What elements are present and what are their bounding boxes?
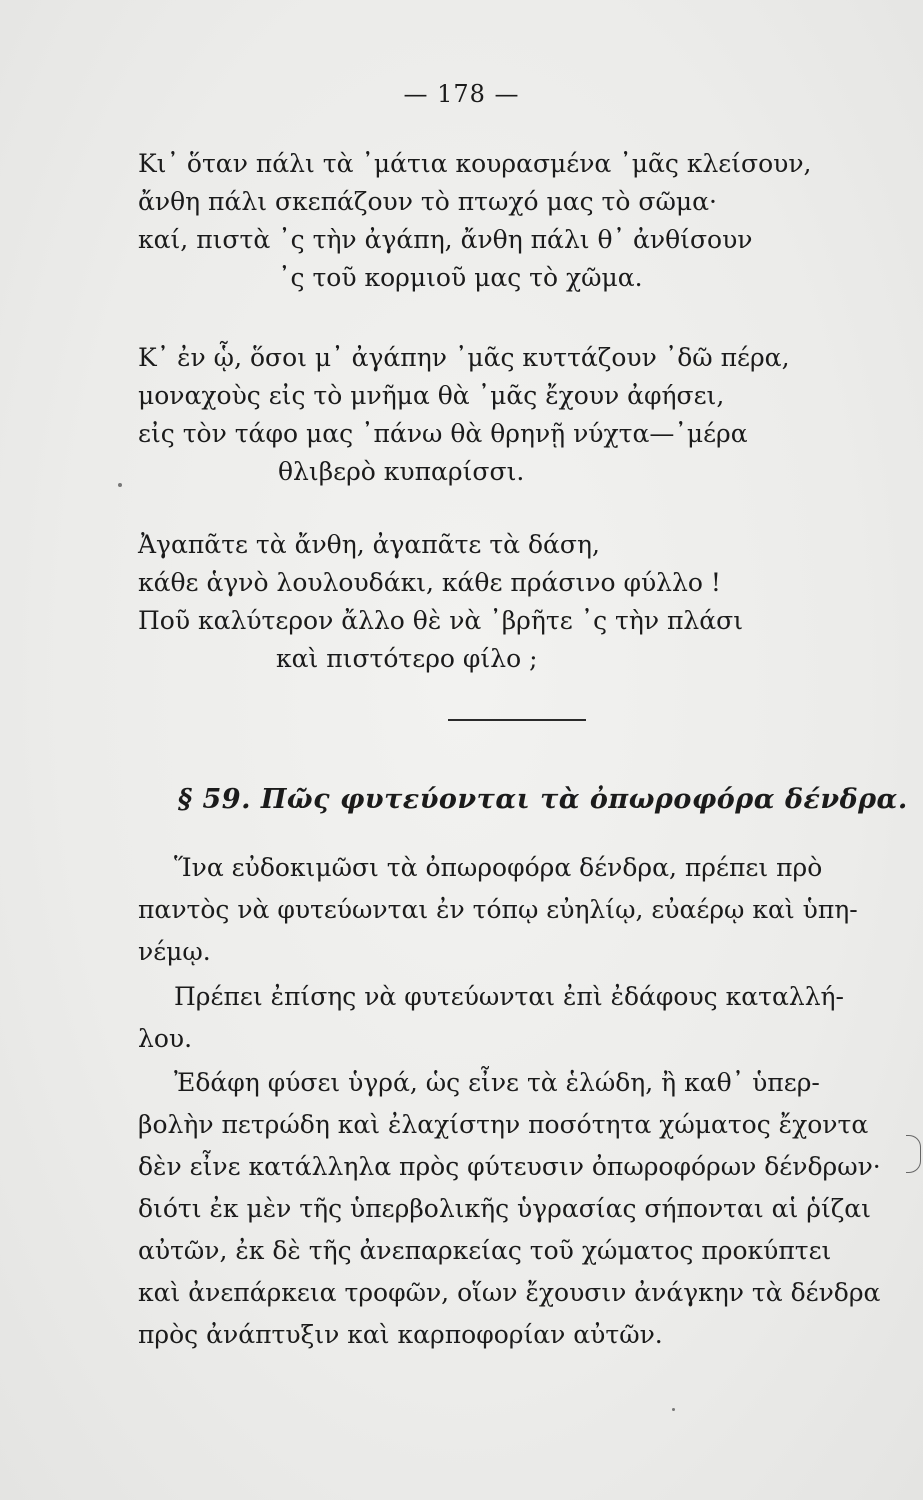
poem-line: ᾽ς τοῦ κορμιοῦ μας τὸ χῶμα.	[278, 263, 643, 292]
margin-mark	[906, 1135, 921, 1173]
poem-line: Ποῦ καλύτερον ἄλλο θὲ νὰ ᾽βρῆτε ᾽ς τὴν πλάσι	[138, 606, 744, 635]
paragraph-line: νέμῳ.	[138, 937, 211, 966]
poem-stanza-1	[138, 145, 858, 297]
ink-speck	[118, 483, 122, 487]
poem-stanza-2	[138, 339, 858, 491]
paragraph-line: δὲν εἶνε κατάλληλα πρὸς φύτευσιν ὀπωροφόρων δένδρων·	[138, 1152, 881, 1181]
section-divider	[448, 719, 586, 721]
paragraph-1	[138, 847, 894, 973]
paragraph-line: λου.	[138, 1024, 193, 1053]
poem-line: μοναχοὺς εἰς τὸ μνῆμα θὰ ᾽μᾶς ἔχουν ἀφήσει,	[138, 381, 725, 410]
paragraph-line: Ἵνα εὐδοκιμῶσι τὰ ὀπωροφόρα δένδρα, πρέπει πρὸ	[174, 853, 823, 882]
paragraph-line: καὶ ἀνεπάρκεια τροφῶν, οἵων ἔχουσιν ἀνάγκην τὰ δένδρα	[138, 1278, 881, 1307]
poem-line: κάθε ἁγνὸ λουλουδάκι, κάθε πράσινο φύλλο !	[138, 568, 721, 597]
page-number: — 178 —	[403, 80, 520, 108]
ink-speck	[672, 1408, 675, 1411]
paragraph-line: πρὸς ἀνάπτυξιν καὶ καρποφορίαν αὐτῶν.	[138, 1320, 663, 1349]
paragraph-line: Πρέπει ἐπίσης νὰ φυτεύωνται ἐπὶ ἐδάφους καταλλή-	[174, 982, 844, 1011]
poem-line: εἰς τὸν τάφο μας ᾽πάνω θὰ θρηνῇ νύχτα—᾽μέρα	[138, 419, 748, 448]
section-heading: § 59. Πῶς φυτεύονται τὰ ὀπωροφόρα δένδρα.	[178, 784, 908, 815]
paragraph-line: βολὴν πετρώδη καὶ ἐλαχίστην ποσότητα χώματος ἔχοντα	[138, 1110, 869, 1139]
poem-line: καί, πιστὰ ᾽ς τὴν ἀγάπη, ἄνθη πάλι θ᾽ ἀνθίσουν	[138, 225, 753, 254]
paragraph-2	[138, 976, 894, 1060]
poem-line: ἄνθη πάλι σκεπάζουν τὸ πτωχό μας τὸ σῶμα·	[138, 187, 717, 216]
poem-line: καὶ πιστότερο φίλο ;	[276, 644, 538, 673]
poem-line: Κι᾽ ὅταν πάλι τὰ ᾽μάτια κουρασμένα ᾽μᾶς κλείσουν,	[138, 149, 812, 178]
poem-line: Ἀγαπᾶτε τὰ ἄνθη, ἀγαπᾶτε τὰ δάση,	[138, 530, 600, 559]
paragraph-line: αὐτῶν, ἐκ δὲ τῆς ἀνεπαρκείας τοῦ χώματος προκύπτει	[138, 1236, 832, 1265]
poem-line: θλιβερὸ κυπαρίσσι.	[278, 457, 525, 486]
poem-stanza-3	[138, 526, 858, 678]
paragraph-3	[138, 1062, 894, 1356]
paragraph-line: διότι ἐκ μὲν τῆς ὑπερβολικῆς ὑγρασίας σήπονται αἱ ῥίζαι	[138, 1194, 871, 1223]
paragraph-line: Ἐδάφη φύσει ὑγρά, ὡς εἶνε τὰ ἑλώδη, ἢ καθ᾽ ὑπερ-	[174, 1068, 820, 1097]
paragraph-line: παντὸς νὰ φυτεύωνται ἐν τόπῳ εὐηλίῳ, εὐαέρῳ καὶ ὑπη-	[138, 895, 858, 924]
poem-line: Κ᾽ ἐν ᾧ, ὅσοι μ᾽ ἀγάπην ᾽μᾶς κυττάζουν ᾽δῶ πέρα,	[138, 343, 790, 372]
